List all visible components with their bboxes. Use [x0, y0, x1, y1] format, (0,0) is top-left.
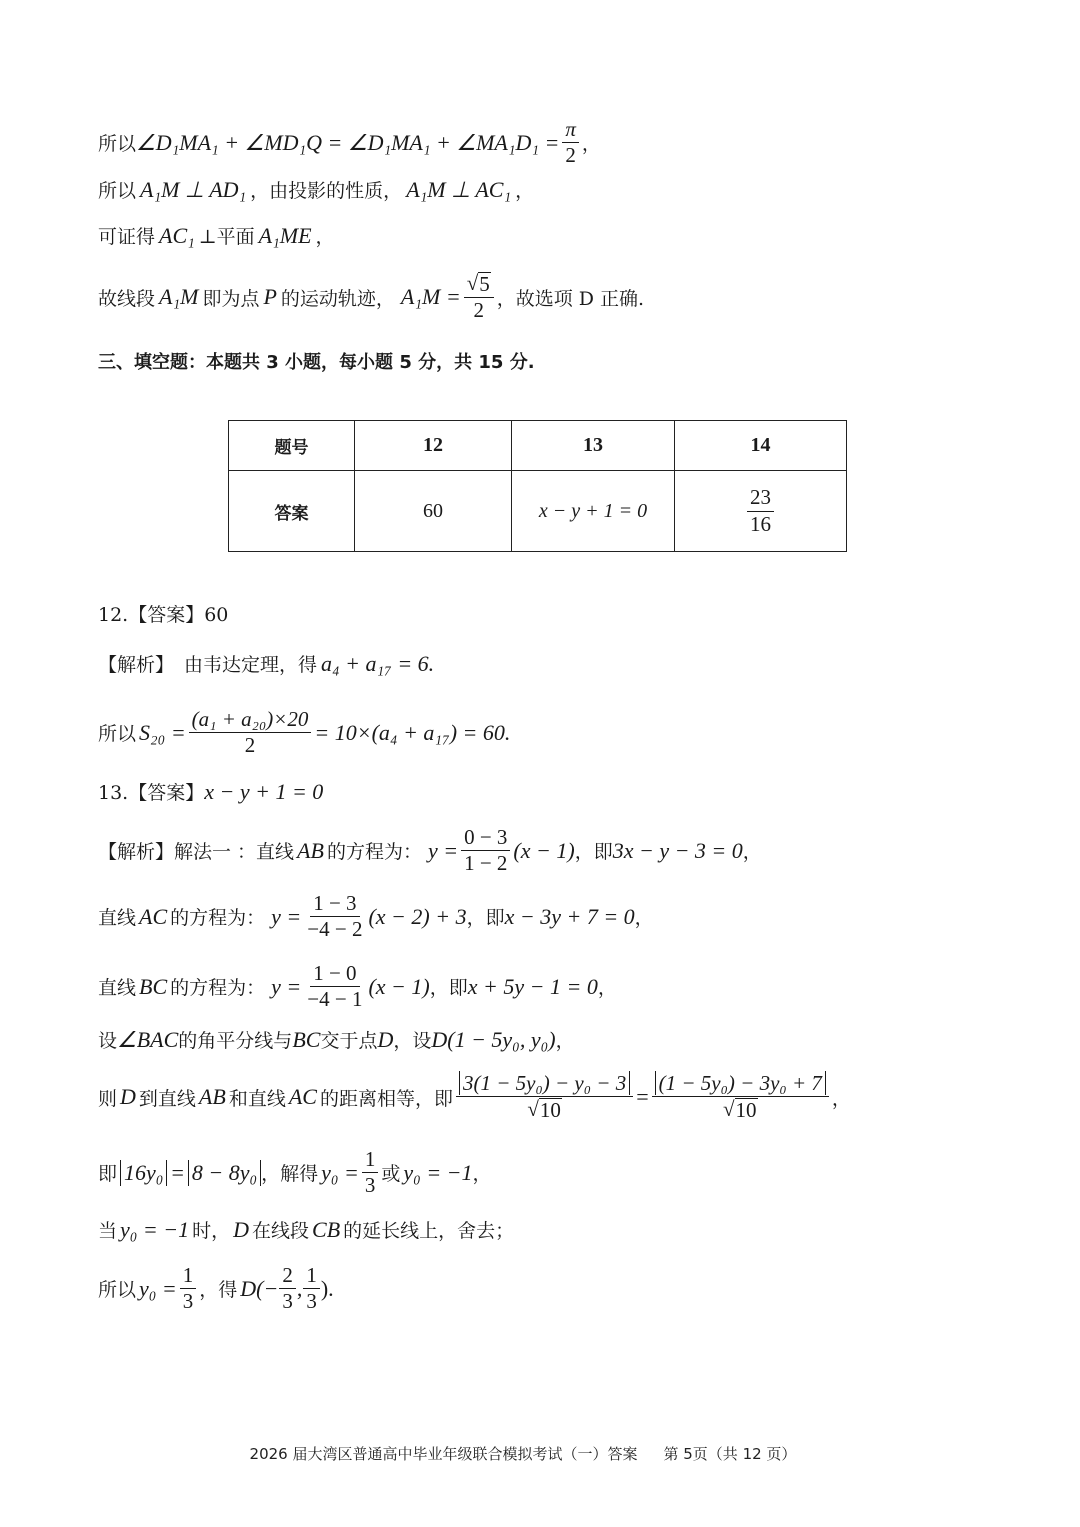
fraction: [180, 1264, 197, 1313]
continuation-line-1: [98, 118, 601, 167]
text: ，得: [199, 1279, 238, 1302]
text: 13.【答案】: [98, 782, 205, 804]
math-expression: y₀ =: [321, 1159, 359, 1185]
math-variable: D: [120, 1084, 136, 1110]
denominator: 3: [182, 1289, 194, 1314]
text: 所以: [98, 133, 137, 156]
equals-sign: =: [171, 1159, 184, 1185]
text: 时，: [192, 1220, 231, 1242]
numerator: 1: [303, 1264, 320, 1289]
continuation-line-2: [98, 176, 534, 203]
numerator: (a₁ + a₂₀)×20: [189, 708, 312, 733]
text: 的方程为：: [326, 841, 422, 864]
table-header-cell: 13: [512, 421, 675, 471]
math-expression: S₂₀ =: [139, 719, 186, 745]
math-variable: D: [233, 1216, 250, 1242]
text: 的距离相等，即: [319, 1087, 453, 1110]
text: ，由投影的性质，: [250, 180, 403, 202]
math-expression: 3x − y − 3 = 0: [612, 837, 743, 863]
answer-cell-14: [675, 471, 847, 552]
math-expression: D(−: [240, 1275, 279, 1301]
q13-distance: [98, 1072, 851, 1122]
comma: ,: [296, 1275, 303, 1301]
math-variable: BC: [292, 1026, 321, 1052]
numerator: 1 − 3: [310, 892, 359, 917]
math-expression: ).: [320, 1275, 334, 1301]
q13-solve: [98, 1148, 492, 1197]
math-expression: x + 5y − 1 = 0: [467, 973, 598, 999]
denominator: 2: [473, 298, 484, 323]
math-expression: y₀ =: [139, 1275, 177, 1301]
text: ，: [597, 977, 617, 1000]
radicand: 5: [479, 272, 490, 296]
text: ，: [831, 1087, 851, 1110]
denominator: 3: [282, 1289, 293, 1314]
math-variable: AC: [139, 903, 168, 929]
math-expression: = 10×(a₄ + a₁₇) = 60.: [314, 719, 511, 745]
fraction: [304, 962, 365, 1011]
numerator: 0 − 3: [461, 826, 510, 851]
math-variable: CB: [312, 1216, 341, 1242]
text: ，: [315, 226, 335, 248]
text: 当: [98, 1220, 118, 1242]
text: 设: [98, 1030, 118, 1052]
text: 即为点: [202, 287, 260, 310]
fraction: [562, 118, 579, 167]
denominator: 3: [364, 1173, 376, 1198]
numerator: 1: [362, 1148, 379, 1173]
absolute-value: 16y₀: [120, 1160, 167, 1186]
q12-sum: [98, 708, 510, 757]
math-expression: AC₁: [159, 222, 195, 248]
math-expression: y =: [427, 837, 459, 863]
table-header-cell: 题号: [229, 421, 355, 471]
q12-answer: 12.【答案】60: [98, 604, 229, 626]
text: ，: [472, 1163, 492, 1186]
math-expression: ∠D₁MA₁ + ∠MD₁Q = ∠D₁MA₁ + ∠MA₁D₁ =: [136, 129, 560, 155]
denominator: 2: [565, 143, 576, 168]
math-variable: AB: [198, 1084, 226, 1110]
absolute-value: (1 − 5y₀) − 3y₀ + 7: [655, 1071, 826, 1095]
math-expression: (x − 1): [513, 837, 575, 863]
q13-line-bc: [98, 962, 617, 1011]
fraction: [279, 1264, 296, 1313]
denominator: 3: [306, 1289, 317, 1314]
denominator: 2: [244, 733, 256, 758]
numerator: [456, 1072, 633, 1097]
text: 则: [98, 1087, 118, 1110]
fraction: [304, 892, 365, 941]
answer-cell-13: x − y + 1 = 0: [512, 471, 675, 552]
answer-table: [228, 420, 847, 552]
numerator: 23: [747, 486, 774, 511]
fraction: [461, 826, 510, 875]
text: ，: [515, 180, 535, 202]
denominator: √ 10: [723, 1097, 757, 1123]
text: 到直线: [138, 1087, 196, 1110]
math-expression: a₄ + a₁₇ = 6.: [321, 650, 435, 676]
math-variable: D: [377, 1026, 394, 1052]
text: ，即: [466, 907, 505, 930]
denominator: −4 − 1: [307, 987, 363, 1012]
table-row: [229, 471, 847, 552]
text: ⊥平面: [198, 226, 255, 248]
text: 交于点: [320, 1030, 378, 1052]
radicand: 10: [735, 1098, 757, 1123]
math-expression: A₁M =: [400, 284, 461, 310]
text: 由韦达定理，得: [184, 654, 318, 676]
fraction: [303, 1264, 320, 1313]
text: ，: [634, 907, 654, 930]
text: ，故选项 D 正确.: [496, 287, 645, 310]
q12-analysis: [98, 650, 434, 677]
footer-title: 2026 届大湾区普通高中毕业年级联合模拟考试（一）答案: [249, 1445, 638, 1463]
text: ，即: [429, 977, 468, 1000]
text: ，解得: [261, 1163, 319, 1186]
math-expression: A₁M ⊥ AC₁: [406, 176, 512, 202]
text: ，: [742, 841, 762, 864]
text: ，设: [393, 1030, 432, 1052]
fraction: [362, 1148, 379, 1197]
fraction: [464, 272, 494, 322]
math-expression: y =: [271, 973, 302, 999]
denominator: 1 − 2: [464, 851, 508, 876]
math-variable: P: [263, 284, 277, 310]
numerator: π: [562, 118, 579, 143]
page-number: 第 5页（共 12 页）: [663, 1445, 797, 1463]
denominator: −4 − 2: [307, 917, 363, 942]
fraction: [189, 708, 312, 757]
text: 在线段: [252, 1220, 310, 1242]
page-footer: [240, 1425, 796, 1464]
text: ，: [555, 1030, 575, 1052]
continuation-line-4: [98, 272, 644, 322]
denominator: 16: [750, 511, 771, 536]
text: 和直线: [228, 1087, 286, 1110]
text: 直线: [98, 977, 137, 1000]
equals-sign: =: [636, 1084, 649, 1110]
text: 的角平分线与: [178, 1030, 293, 1052]
text: 或: [381, 1163, 401, 1186]
numerator: 2: [279, 1264, 296, 1289]
text: 所以: [98, 1279, 137, 1302]
text: 直线: [98, 907, 137, 930]
table-header-row: [229, 421, 847, 471]
math-expression: (x − 1): [368, 973, 430, 999]
numerator: 1 − 0: [310, 962, 359, 987]
text: 可证得: [98, 226, 156, 248]
text: 即: [98, 1163, 118, 1186]
numerator: 1: [180, 1264, 197, 1289]
math-expression: A₁M: [159, 284, 199, 310]
answer-label-cell: 答案: [229, 471, 355, 552]
text: 的方程为：: [170, 977, 266, 1000]
math-expression: A₁M ⊥ AD₁: [140, 176, 247, 202]
math-variable: AB: [297, 837, 324, 863]
q13-discard: [98, 1216, 514, 1243]
section-heading: 三、填空题：本题共 3 小题，每小题 5 分，共 15 分.: [98, 352, 535, 373]
analysis-label: 【解析】: [98, 654, 175, 676]
absolute-value: 8 − 8y₀: [188, 1160, 261, 1186]
fraction: [456, 1072, 633, 1122]
fraction: [747, 486, 774, 535]
numerator: √ 5: [464, 272, 494, 298]
text: ，: [581, 133, 601, 156]
table-header-cell: 14: [675, 421, 847, 471]
math-expression: x − y + 1 = 0: [204, 778, 324, 804]
fraction: [652, 1072, 829, 1122]
radicand: 10: [539, 1098, 561, 1123]
math-expression: (x − 2) + 3: [368, 903, 467, 929]
q13-line-ab: [98, 826, 762, 875]
math-variable: AC: [288, 1084, 317, 1110]
text: 的运动轨迹，: [280, 287, 395, 310]
math-expression: x − 3y + 7 = 0: [504, 903, 635, 929]
math-expression: y₀ = −1: [403, 1159, 473, 1185]
absolute-value: 3(1 − 5y₀) − y₀ − 3: [459, 1071, 630, 1095]
text: ，即: [574, 841, 613, 864]
q13-line-ac: [98, 892, 654, 941]
math-expression: ∠BAC: [117, 1026, 179, 1052]
table-header-cell: 12: [355, 421, 512, 471]
math-expression: A₁ME: [258, 222, 312, 248]
math-expression: y =: [271, 903, 302, 929]
q13-bisector: [98, 1026, 575, 1053]
math-variable: BC: [139, 973, 168, 999]
text: 所以: [98, 180, 137, 202]
continuation-line-3: [98, 222, 335, 249]
text: 的延长线上，舍去；: [343, 1220, 515, 1242]
text: 故线段: [98, 287, 156, 310]
answer-cell-12: 60: [355, 471, 512, 552]
math-expression: y₀ = −1: [120, 1216, 190, 1242]
text: 所以: [98, 723, 137, 746]
numerator: [652, 1072, 829, 1097]
q13-answer: [98, 778, 323, 805]
denominator: √ 10: [527, 1097, 561, 1123]
math-expression: D(1 − 5y₀, y₀): [431, 1026, 556, 1052]
text: 的方程为：: [170, 907, 266, 930]
text: 【解析】解法一 ：直线: [98, 841, 295, 864]
q13-conclusion: [98, 1264, 334, 1313]
